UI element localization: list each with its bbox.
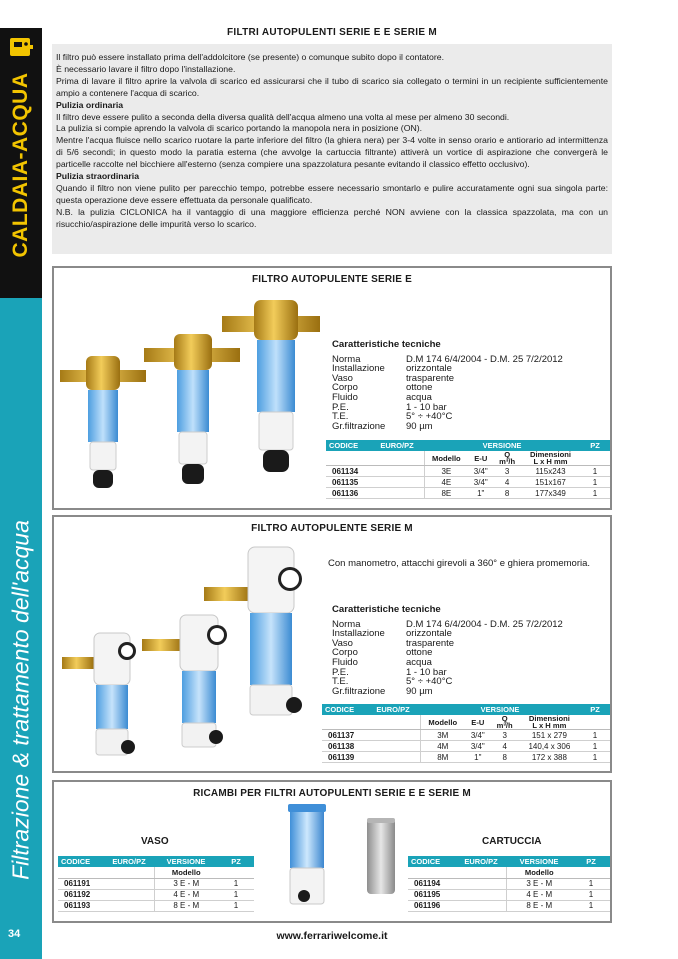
table-row bbox=[58, 900, 254, 911]
row-codice: 061196 bbox=[408, 900, 456, 911]
col-versione: VERSIONE bbox=[154, 856, 218, 867]
spec-key: Fluido bbox=[332, 656, 358, 668]
serie-m-table bbox=[322, 704, 610, 763]
row-q: 8 bbox=[491, 752, 519, 763]
sidebar bbox=[0, 0, 42, 959]
sub-q: Q bbox=[504, 450, 511, 459]
row-dim: 115x243 bbox=[521, 466, 580, 477]
row-codice: 061134 bbox=[326, 466, 370, 477]
row-modello: 3 E - M bbox=[506, 878, 572, 889]
col-euro: EURO/PZ bbox=[456, 856, 506, 867]
col-versione: VERSIONE bbox=[424, 440, 580, 451]
boiler-icon bbox=[8, 36, 34, 58]
spec-key: T.E. bbox=[332, 411, 349, 423]
intro-paragraph: La pulizia si compie aprendo la valvola di scarico portando la manopola nera in posizione (ON). bbox=[56, 123, 423, 134]
sub-q-unit: m³/h bbox=[499, 457, 516, 466]
table-row bbox=[322, 752, 610, 763]
row-modello: 4 E - M bbox=[506, 889, 572, 900]
row-eu: 3/4" bbox=[465, 741, 491, 752]
specs-heading: Caratteristiche tecniche bbox=[332, 604, 441, 615]
col-euro: EURO/PZ bbox=[366, 704, 420, 715]
row-codice: 061191 bbox=[58, 878, 104, 889]
intro-paragraph: Mentre l'acqua fluisce nello scarico ruotare la parte inferiore del filtro (la ghiera nera) per 3-4 volte in senso orario e antiorario ad intermittenza di 5/6 secondi; in questo modo la paratia esterna (che avvolge la cartuccia filtrante) attiverà un vortice di aspirazione che convergerà le particelle raccolte nel bicchiere all'esterno (senza compiere una spazzolatura pesante evitando il classico effetto occlusivo). bbox=[56, 135, 608, 170]
sub-dim-unit: L x H mm bbox=[532, 721, 567, 730]
serie-m-title: FILTRO AUTOPULENTE SERIE M bbox=[251, 523, 413, 534]
intro-paragraph: Prima di lavare il filtro aprire la valvola di scarico ed assicurarsi che il tubo di scarico sia collegato o termini in un recipiente sufficientemente ampio a contenere l'acqua di scarico. bbox=[56, 75, 608, 98]
col-euro: EURO/PZ bbox=[104, 856, 154, 867]
row-codice: 061138 bbox=[322, 741, 366, 752]
sub-modello: Modello bbox=[154, 867, 218, 878]
spec-key: Fluido bbox=[332, 391, 358, 403]
table-row bbox=[58, 878, 254, 889]
table-row bbox=[326, 488, 610, 499]
spec-value: ottone bbox=[406, 382, 433, 394]
spec-key: P.E. bbox=[332, 401, 349, 413]
table-row bbox=[326, 466, 610, 477]
intro-paragraph: È necessario lavare il filtro dopo l'installazione. bbox=[56, 63, 236, 74]
col-versione: VERSIONE bbox=[506, 856, 572, 867]
col-codice: CODICE bbox=[326, 440, 370, 451]
ricambi-panel bbox=[52, 780, 612, 923]
row-eu: 1" bbox=[465, 752, 491, 763]
row-dim: 177x349 bbox=[521, 488, 580, 499]
row-modello: 3 E - M bbox=[154, 878, 218, 889]
spec-key: Gr.filtrazione bbox=[332, 420, 386, 432]
row-codice: 061194 bbox=[408, 878, 456, 889]
col-pz: PZ bbox=[218, 856, 254, 867]
sub-eu: E-U bbox=[468, 451, 493, 466]
row-q: 4 bbox=[493, 477, 521, 488]
spec-value: 5° ÷ +40°C bbox=[406, 411, 453, 423]
spec-key: Corpo bbox=[332, 647, 358, 659]
row-q: 8 bbox=[493, 488, 521, 499]
col-pz: PZ bbox=[580, 704, 610, 715]
serie-m-product-image bbox=[58, 539, 320, 769]
spec-key: Corpo bbox=[332, 382, 358, 394]
row-q: 3 bbox=[491, 730, 519, 741]
vaso-table bbox=[58, 856, 254, 912]
serie-e-specs bbox=[332, 340, 563, 431]
row-modello: 3E bbox=[424, 466, 468, 477]
cartuccia-table bbox=[408, 856, 610, 912]
row-pz: 1 bbox=[580, 477, 610, 488]
row-dim: 151 x 279 bbox=[519, 730, 580, 741]
sub-q-unit: m³/h bbox=[496, 721, 513, 730]
serie-e-table bbox=[326, 440, 610, 499]
spec-value: 90 µm bbox=[406, 685, 433, 697]
spec-key: P.E. bbox=[332, 666, 349, 678]
sidebar-category-label: CALDAIA-ACQUA bbox=[9, 72, 32, 258]
row-pz: 1 bbox=[218, 889, 254, 900]
row-pz: 1 bbox=[580, 752, 610, 763]
col-pz: PZ bbox=[580, 440, 610, 451]
row-q: 3 bbox=[493, 466, 521, 477]
row-q: 4 bbox=[491, 741, 519, 752]
sub-dim: Dimensioni bbox=[528, 714, 570, 723]
serie-e-title: FILTRO AUTOPULENTE SERIE E bbox=[251, 274, 413, 285]
website-link[interactable]: www.ferrariwelcome.it bbox=[276, 930, 388, 942]
row-eu: 3/4" bbox=[468, 466, 493, 477]
sub-modello: Modello bbox=[420, 715, 465, 730]
intro-paragraph: Il filtro deve essere pulito a seconda della diversa qualità dell'acqua almeno una volta al mese per almeno 30 secondi. bbox=[56, 111, 510, 122]
row-dim: 151x167 bbox=[521, 477, 580, 488]
spec-key: T.E. bbox=[332, 676, 349, 688]
spec-value: D.M 174 6/4/2004 - D.M. 25 7/2/2012 bbox=[406, 353, 563, 365]
spec-value: 5° ÷ +40°C bbox=[406, 676, 453, 688]
spec-value: trasparente bbox=[406, 372, 455, 384]
row-pz: 1 bbox=[580, 741, 610, 752]
row-modello: 3M bbox=[420, 730, 465, 741]
intro-paragraph: Il filtro può essere installato prima dell'addolcitore (se presente) o comunque subito dopo il contatore. bbox=[56, 52, 444, 62]
table-row bbox=[408, 900, 610, 911]
spec-value: orizzontale bbox=[406, 628, 452, 640]
row-modello: 4M bbox=[420, 741, 465, 752]
row-codice: 061192 bbox=[58, 889, 104, 900]
vaso-image bbox=[282, 802, 332, 920]
row-pz: 1 bbox=[580, 730, 610, 741]
spec-value: trasparente bbox=[406, 637, 455, 649]
sub-dim-unit: L x H mm bbox=[533, 457, 568, 466]
spec-value: D.M 174 6/4/2004 - D.M. 25 7/2/2012 bbox=[406, 618, 563, 630]
table-row bbox=[408, 878, 610, 889]
row-pz: 1 bbox=[218, 878, 254, 889]
col-euro: EURO/PZ bbox=[370, 440, 424, 451]
row-pz: 1 bbox=[572, 889, 610, 900]
sub-modello: Modello bbox=[506, 867, 572, 878]
table-row bbox=[58, 889, 254, 900]
row-codice: 061136 bbox=[326, 488, 370, 499]
col-codice: CODICE bbox=[322, 704, 366, 715]
row-codice: 061139 bbox=[322, 752, 366, 763]
spec-value: ottone bbox=[406, 647, 433, 659]
spec-value: acqua bbox=[406, 391, 432, 403]
serie-m-description: Con manometro, attacchi girevoli a 360° e ghiera promemoria. bbox=[328, 558, 591, 569]
spec-value: orizzontale bbox=[406, 363, 452, 375]
spec-key: Norma bbox=[332, 618, 361, 630]
serie-e-panel bbox=[52, 266, 612, 510]
row-eu: 3/4" bbox=[465, 730, 491, 741]
row-pz: 1 bbox=[572, 900, 610, 911]
row-modello: 8 E - M bbox=[506, 900, 572, 911]
row-codice: 061193 bbox=[58, 900, 104, 911]
row-modello: 8 E - M bbox=[154, 900, 218, 911]
spec-value: 1 - 10 bar bbox=[406, 401, 447, 413]
serie-m-specs bbox=[332, 605, 563, 696]
page-number: 34 bbox=[8, 928, 21, 940]
row-pz: 1 bbox=[218, 900, 254, 911]
row-codice: 061195 bbox=[408, 889, 456, 900]
row-codice: 061135 bbox=[326, 477, 370, 488]
serie-e-product-image bbox=[58, 290, 320, 506]
serie-m-panel bbox=[52, 515, 612, 773]
intro-box bbox=[52, 44, 612, 254]
spec-key: Vaso bbox=[332, 637, 353, 649]
row-pz: 1 bbox=[580, 488, 610, 499]
table-row bbox=[408, 889, 610, 900]
row-dim: 172 x 388 bbox=[519, 752, 580, 763]
row-modello: 4 E - M bbox=[154, 889, 218, 900]
intro-heading: Pulizia straordinaria bbox=[56, 171, 140, 182]
sub-modello: Modello bbox=[424, 451, 468, 466]
spec-value: 90 µm bbox=[406, 420, 433, 432]
sub-eu: E-U bbox=[465, 715, 491, 730]
row-pz: 1 bbox=[580, 466, 610, 477]
row-codice: 061137 bbox=[322, 730, 366, 741]
sub-dim: Dimensioni bbox=[530, 450, 571, 459]
ricambi-title: RICAMBI PER FILTRI AUTOPULENTI SERIE E E SERIE M bbox=[193, 788, 471, 799]
specs-heading: Caratteristiche tecniche bbox=[332, 339, 441, 350]
table-row bbox=[326, 477, 610, 488]
cartuccia-image bbox=[364, 816, 398, 896]
spec-key: Gr.filtrazione bbox=[332, 685, 386, 697]
table-row bbox=[322, 730, 610, 741]
spec-key: Vaso bbox=[332, 372, 353, 384]
col-versione: VERSIONE bbox=[420, 704, 580, 715]
row-eu: 3/4" bbox=[468, 477, 493, 488]
row-eu: 1" bbox=[468, 488, 493, 499]
vaso-label: VASO bbox=[141, 836, 169, 847]
col-pz: PZ bbox=[572, 856, 610, 867]
table-row bbox=[322, 741, 610, 752]
spec-key: Norma bbox=[332, 353, 361, 365]
row-pz: 1 bbox=[572, 878, 610, 889]
sidebar-section-label: Filtrazione & trattamento dell'acqua bbox=[7, 520, 34, 880]
spec-key: Installazione bbox=[332, 628, 385, 640]
row-modello: 8E bbox=[424, 488, 468, 499]
cartuccia-label: CARTUCCIA bbox=[482, 836, 542, 847]
page-title: FILTRI AUTOPULENTI SERIE E E SERIE M bbox=[226, 27, 438, 38]
row-modello: 4E bbox=[424, 477, 468, 488]
spec-key: Installazione bbox=[332, 363, 385, 375]
row-modello: 8M bbox=[420, 752, 465, 763]
col-codice: CODICE bbox=[58, 856, 104, 867]
intro-paragraph: N.B. la pulizia CICLONICA ha il vantaggio di una maggiore efficienza perché NON avviene con la classica spazzolata, ma con un risucchio/aspirazione delle impurità verso lo scarico. bbox=[56, 206, 608, 229]
intro-paragraph: Quando il filtro non viene pulito per parecchio tempo, potrebbe essere necessario smontarlo e pulire accuratamente ogni sua singola parte: questa operazione deve essere effettuata da personale qualificato. bbox=[56, 182, 608, 205]
col-codice: CODICE bbox=[408, 856, 456, 867]
spec-value: acqua bbox=[406, 656, 432, 668]
row-dim: 140,4 x 306 bbox=[519, 741, 580, 752]
spec-value: 1 - 10 bar bbox=[406, 666, 447, 678]
intro-heading: Pulizia ordinaria bbox=[56, 99, 124, 110]
sub-q: Q bbox=[501, 714, 508, 723]
